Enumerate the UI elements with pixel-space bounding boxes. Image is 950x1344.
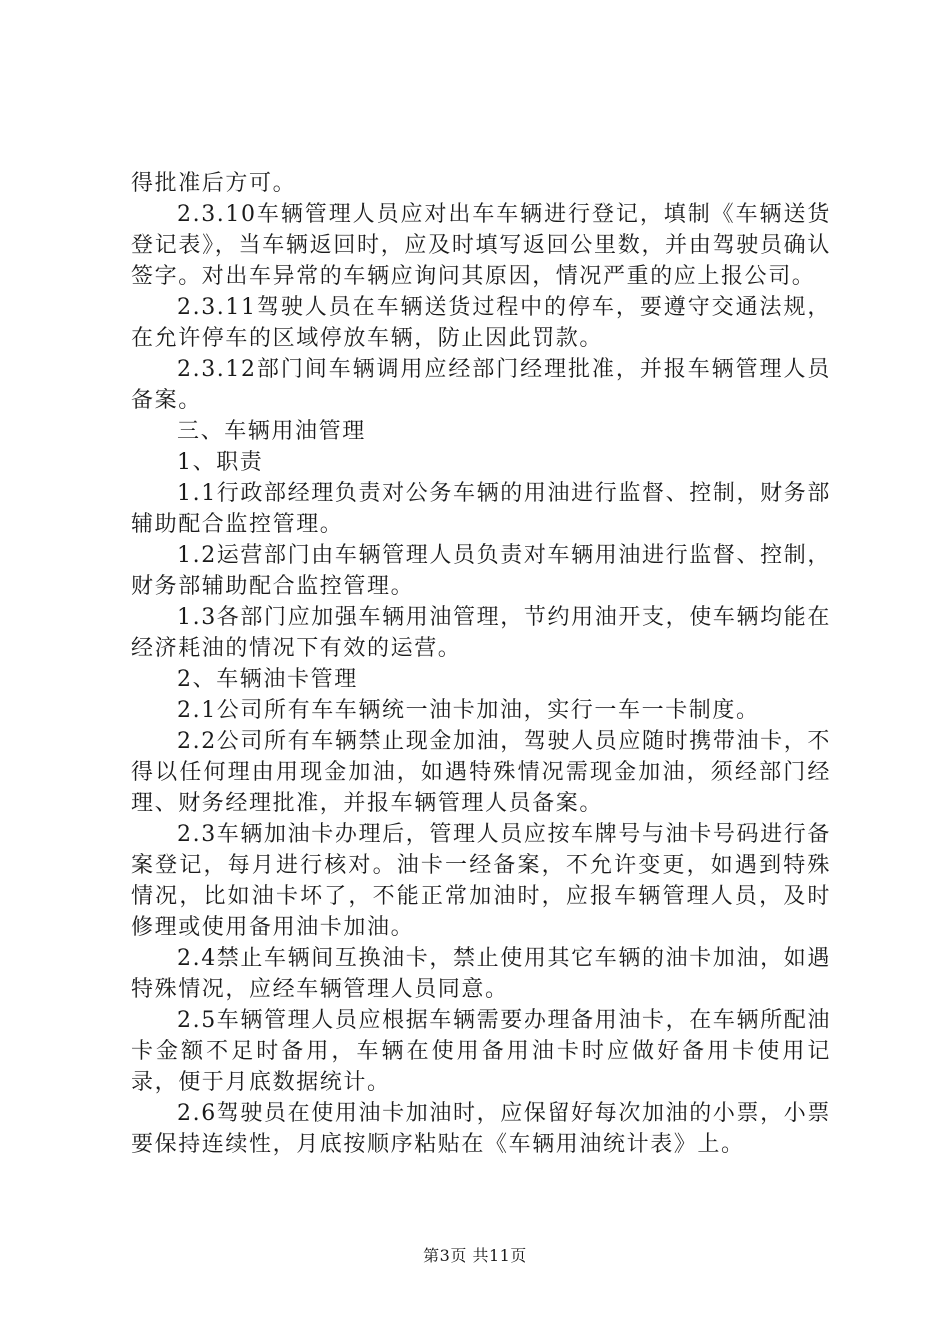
subsection-heading-responsibilities: 1、职责 — [177, 450, 264, 475]
subsection-heading-fuel-card: 2、车辆油卡管理 — [177, 667, 358, 692]
section-heading-fuel-management: 三、车辆用油管理 — [177, 419, 366, 444]
paragraph-2-6: 2.6驾驶员在使用油卡加油时，应保留好每次加油的小票，小票要保持连续性，月底按顺序粘贴在《车辆用油统计表》上。 — [131, 1101, 831, 1157]
paragraph-2-2: 2.2公司所有车辆禁止现金加油，驾驶人员应随时携带油卡，不得以任何理由用现金加油，如遇特殊情况需现金加油，须经部门经理、财务经理批准，并报车辆管理人员备案。 — [131, 729, 831, 816]
paragraph-continuation: 得批准后方可。 — [131, 171, 297, 196]
page-number-footer: 第3页 共11页 — [423, 1246, 527, 1265]
paragraph-2-3: 2.3车辆加油卡办理后，管理人员应按车牌号与油卡号码进行备案登记，每月进行核对。油卡一经备案，不允许变更，如遇到特殊情况，比如油卡坏了，不能正常加油时，应报车辆管理人员，及时修理或使用备用油卡加油。 — [131, 822, 831, 940]
paragraph-2-1: 2.1公司所有车车辆统一油卡加油，实行一车一卡制度。 — [177, 698, 760, 723]
paragraph-1-2: 1.2运营部门由车辆管理人员负责对车辆用油进行监督、控制，财务部辅助配合监控管理。 — [131, 543, 831, 599]
paragraph-1-1: 1.1行政部经理负责对公务车辆的用油进行监督、控制，财务部辅助配合监控管理。 — [131, 481, 831, 537]
paragraph-2-5: 2.5车辆管理人员应根据车辆需要办理备用油卡，在车辆所配油卡金额不足时备用，车辆在使用备用油卡时应做好备用卡使用记录，便于月底数据统计。 — [131, 1008, 831, 1095]
paragraph-2-3-10: 2.3.10车辆管理人员应对出车车辆进行登记，填制《车辆送货登记表》，当车辆返回时，应及时填写返回公里数，并由驾驶员确认签字。对出车异常的车辆应询问其原因，情况严重的应上报公司。 — [131, 202, 831, 289]
paragraph-2-3-11: 2.3.11驾驶人员在车辆送货过程中的停车，要遵守交通法规，在允许停车的区域停放车辆，防止因此罚款。 — [131, 295, 831, 351]
paragraph-2-3-12: 2.3.12部门间车辆调用应经部门经理批准，并报车辆管理人员备案。 — [131, 357, 831, 413]
document-body — [131, 168, 831, 1160]
paragraph-2-4: 2.4禁止车辆间互换油卡，禁止使用其它车辆的油卡加油，如遇特殊情况，应经车辆管理人员同意。 — [131, 946, 831, 1002]
paragraph-1-3: 1.3各部门应加强车辆用油管理，节约用油开支，使车辆均能在经济耗油的情况下有效的运营。 — [131, 605, 831, 661]
